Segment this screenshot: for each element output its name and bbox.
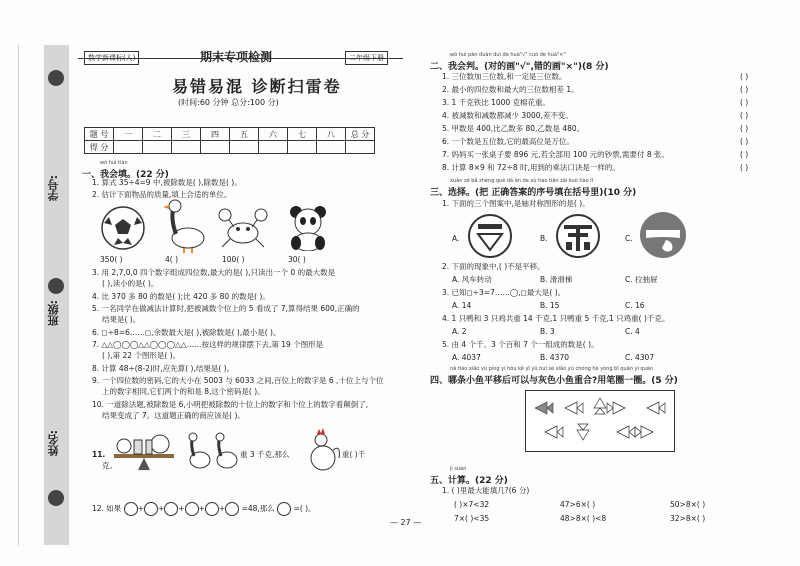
choice-question: 2. 下面的现象中,( )不是平移。	[442, 262, 545, 271]
question: 10. 一道除法题,被除数是 6,小明把被除数的十位上的数字和个位上的数字看颠倒了,	[92, 400, 369, 409]
section-4-title: 四、哪条小鱼平移后可以与灰色小鱼重合?用笔圈一圈。(5 分)	[430, 376, 678, 386]
option[interactable]: B. 3	[540, 327, 555, 336]
q11-text: 重 3 千克,那么	[240, 450, 290, 459]
score-head: 题 号	[85, 128, 114, 141]
circle-blank[interactable]	[124, 502, 138, 516]
judge-bracket[interactable]: ( )	[740, 85, 749, 94]
judge-bracket[interactable]: ( )	[740, 72, 749, 81]
pinyin: wǒ huì tián	[100, 160, 128, 166]
name-label: 姓名:	[47, 430, 60, 457]
balance-scale-icon	[110, 428, 178, 472]
binding-hole	[48, 490, 64, 506]
judge-bracket[interactable]: ( )	[740, 163, 749, 172]
option[interactable]: B. 滑滑梯	[540, 275, 573, 284]
question: 1. 算式 35÷4=9 中,被除数是( ),除数是( )。	[92, 178, 242, 187]
calc-subquestion: 1. ( )里最大能填几?(6 分)	[442, 486, 530, 495]
question: 3. 用 2,7,0,0 四个数字组成四位数,最大的是( ),只读出一个 0 的最大数是	[92, 268, 336, 277]
question: 9. 一个四位数的密码,它的大小在 5003 与 6033 之间,百位上的数字是 6 ,十位上与个位	[92, 376, 384, 385]
exam-title: 期末专项检测	[200, 50, 273, 64]
question: 4. 比 370 多 80 的数是( );比 420 多 80 的数是( )。	[92, 292, 270, 301]
circle-blank[interactable]	[144, 502, 158, 516]
circle-blank[interactable]	[277, 502, 291, 516]
calc-item[interactable]: 47>6×( )	[560, 500, 596, 509]
score-head: 三	[172, 128, 201, 141]
score-head: 一	[114, 128, 143, 141]
question: 7. △△◯◯◯△△◯◯◯△△……按这样的规律摆下去,第 19 个图形是	[92, 340, 324, 349]
binding-hole	[48, 70, 64, 86]
judge-item: 1. 三位数加三位数,和一定是三位数。	[442, 72, 567, 81]
score-cell[interactable]	[346, 141, 375, 154]
score-head: 五	[230, 128, 259, 141]
circle-blank[interactable]	[185, 502, 199, 516]
judge-bracket[interactable]: ( )	[740, 137, 749, 146]
option[interactable]: C. 4	[625, 327, 640, 336]
score-label: 得 分	[85, 141, 114, 154]
score-head: 总 分	[346, 128, 375, 141]
paper-title: 易错易混 诊断扫雷卷	[172, 77, 342, 96]
q12-text: =( )。	[293, 504, 316, 513]
circle-blank[interactable]	[164, 502, 178, 516]
judge-item: 5. 甲数是 400,比乙数多 80,乙数是 480。	[442, 124, 585, 133]
score-head: 七	[288, 128, 317, 141]
q11-text: 克。	[102, 461, 117, 470]
option[interactable]: C. 4307	[625, 353, 655, 362]
student-id-label: 学号:	[47, 175, 60, 202]
class-label: 班级:	[47, 300, 60, 327]
option[interactable]: C. 16	[625, 301, 645, 310]
score-cell[interactable]	[172, 141, 201, 154]
fish-grid[interactable]	[525, 390, 675, 452]
name-strip	[44, 45, 69, 545]
binding-margin	[18, 45, 41, 545]
pinyin: nǎ tiáo xiǎo yú píng yí hòu kě yǐ yǔ huī sè xiǎo yú chóng hé yòng bǐ quān yì quān	[450, 366, 654, 372]
score-cell[interactable]	[114, 141, 143, 154]
rooster-icon	[305, 428, 341, 474]
crab-icon	[218, 205, 268, 251]
estimate-label: 350( )	[100, 255, 123, 264]
option-label: A.	[452, 234, 460, 243]
goose-icon	[162, 198, 206, 254]
judge-bracket[interactable]: ( )	[740, 124, 749, 133]
option[interactable]: B. 15	[540, 301, 560, 310]
question: 12. 如果 + + + + + =48,那么 =( )。	[92, 502, 316, 516]
circle-blank[interactable]	[225, 502, 239, 516]
q12-text: =48,那么	[241, 504, 275, 513]
paper-meta: (时间:60 分钟 总分:100 分)	[178, 98, 279, 107]
judge-item: 7. 妈妈买一张桌子要 896 元,若全部用 100 元的钞票,需要付 8 张。	[442, 150, 670, 159]
choice-question: 3. 已知◻÷3=7……◯,◻最大是( )。	[442, 288, 566, 297]
judge-bracket[interactable]: ( )	[740, 150, 749, 159]
symbol-c-icon	[638, 210, 688, 260]
score-cell[interactable]	[317, 141, 346, 154]
page-number: — 27 —	[390, 518, 422, 527]
option[interactable]: A. 4037	[452, 353, 481, 362]
calc-item[interactable]: 32>8×( )	[670, 514, 706, 523]
choice-question: 5. 由 4 个千、3 个百和 7 个一组成的数是( )。	[442, 340, 599, 349]
circle-blank[interactable]	[205, 502, 219, 516]
judge-item: 8. 计算 8×9 和 72÷8 时,用到的乘法口诀是一样的。	[442, 163, 620, 172]
judge-item: 2. 最小的四位数和最大的三位数相差 1。	[442, 85, 579, 94]
question: 结果是( )。	[102, 315, 141, 324]
score-head: 四	[201, 128, 230, 141]
score-head: 二	[143, 128, 172, 141]
symbol-a-icon	[466, 212, 514, 260]
question: 5. 一名同学在做减法计算时,把被减数个位上的 5 看成了 7,算得结果 600,正确的	[92, 304, 360, 313]
pinyin: jì suàn	[450, 466, 467, 472]
soccer-ball-icon	[100, 205, 146, 251]
option-label: C.	[625, 234, 633, 243]
question: 8. 计算 48÷(8-2)时,应先算( ),结果是( )。	[92, 364, 235, 373]
symbol-b-icon	[554, 212, 602, 260]
calc-item[interactable]: ( )×7<32	[454, 500, 490, 509]
pinyin: wǒ huì pàn duàn duì de huà"√" cuò de huà"×"	[450, 52, 566, 58]
option[interactable]: A. 风车转动	[452, 275, 492, 284]
score-cell[interactable]	[259, 141, 288, 154]
estimate-label: 100( )	[222, 255, 245, 264]
header-rule	[78, 58, 403, 59]
section-1-title: 一、我会填。(22 分)	[82, 170, 169, 180]
judge-item: 6. 一个数是五位数,它的最高位是万位。	[442, 137, 574, 146]
calc-item[interactable]: 7×( )<35	[454, 514, 490, 523]
choice-question: 4. 1 只鸭和 3 只鸡共重 14 千克,1 只鸭重 5 千克,1 只鸡重( )千克。	[442, 314, 670, 323]
question: 上的数字相同,它们两个的和是 8,这个密码是( )。	[102, 387, 265, 396]
score-cell[interactable]	[230, 141, 259, 154]
calc-item[interactable]: 50>8×( )	[670, 500, 706, 509]
question: ( ),读小的是( )。	[102, 279, 159, 288]
edition-tag: 数学新课标(人)	[84, 51, 139, 65]
question: ( ),第 22 个图形是( )。	[102, 351, 181, 360]
score-cell[interactable]	[288, 141, 317, 154]
binding-hole	[48, 278, 64, 294]
goose-icon	[212, 432, 238, 472]
question: 结果变成了 7。这道题正确的商应该是( )。	[102, 411, 245, 420]
goose-icon	[185, 432, 211, 472]
question: 6. ◻÷8=6……◻,余数最大是( ),被除数是( ),最小是( )。	[92, 328, 281, 337]
section-3-title: 三、选择。(把 正确答案的序号填在括号里)(10 分)	[430, 188, 637, 198]
question-number: 11.	[92, 450, 106, 459]
score-head: 八	[317, 128, 346, 141]
score-table	[84, 127, 375, 154]
option[interactable]: C. 拉抽屉	[625, 275, 658, 284]
section-2-title: 二、我会判。(对的画"√",错的画"×")(8 分)	[430, 62, 609, 72]
judge-bracket[interactable]: ( )	[740, 111, 749, 120]
q11-text: 重( )千	[342, 450, 366, 459]
grade-tag: 二年级下册	[345, 51, 388, 65]
judge-bracket[interactable]: ( )	[740, 98, 749, 107]
judge-item: 3. 1 千克铁比 1000 克棉花重。	[442, 98, 551, 107]
panda-icon	[288, 205, 328, 251]
q12-text: 12. 如果	[92, 504, 122, 513]
option-label: B.	[540, 234, 548, 243]
estimate-label: 30( )	[288, 255, 306, 264]
option[interactable]: B. 4370	[540, 353, 570, 362]
estimate-label: 4( )	[165, 255, 179, 264]
judge-item: 4. 被减数和减数都减少 3000,差不变。	[442, 111, 573, 120]
choice-question: 1. 下面的三个图案中,是轴对称图形的是( )。	[442, 199, 590, 208]
question: 2. 估计下面物品的质量,填上合适的单位。	[92, 190, 232, 199]
option[interactable]: A. 2	[452, 327, 467, 336]
section-5-title: 五、计算。(22 分)	[430, 476, 508, 486]
score-cell[interactable]	[201, 141, 230, 154]
option[interactable]: A. 14	[452, 301, 472, 310]
pinyin: xuǎn zé bǎ zhèng què dá àn de xù hào tián zài kuò hào lǐ	[450, 178, 594, 184]
score-cell[interactable]	[143, 141, 172, 154]
score-head: 六	[259, 128, 288, 141]
calc-item[interactable]: 48>8×( )<8	[560, 514, 607, 523]
